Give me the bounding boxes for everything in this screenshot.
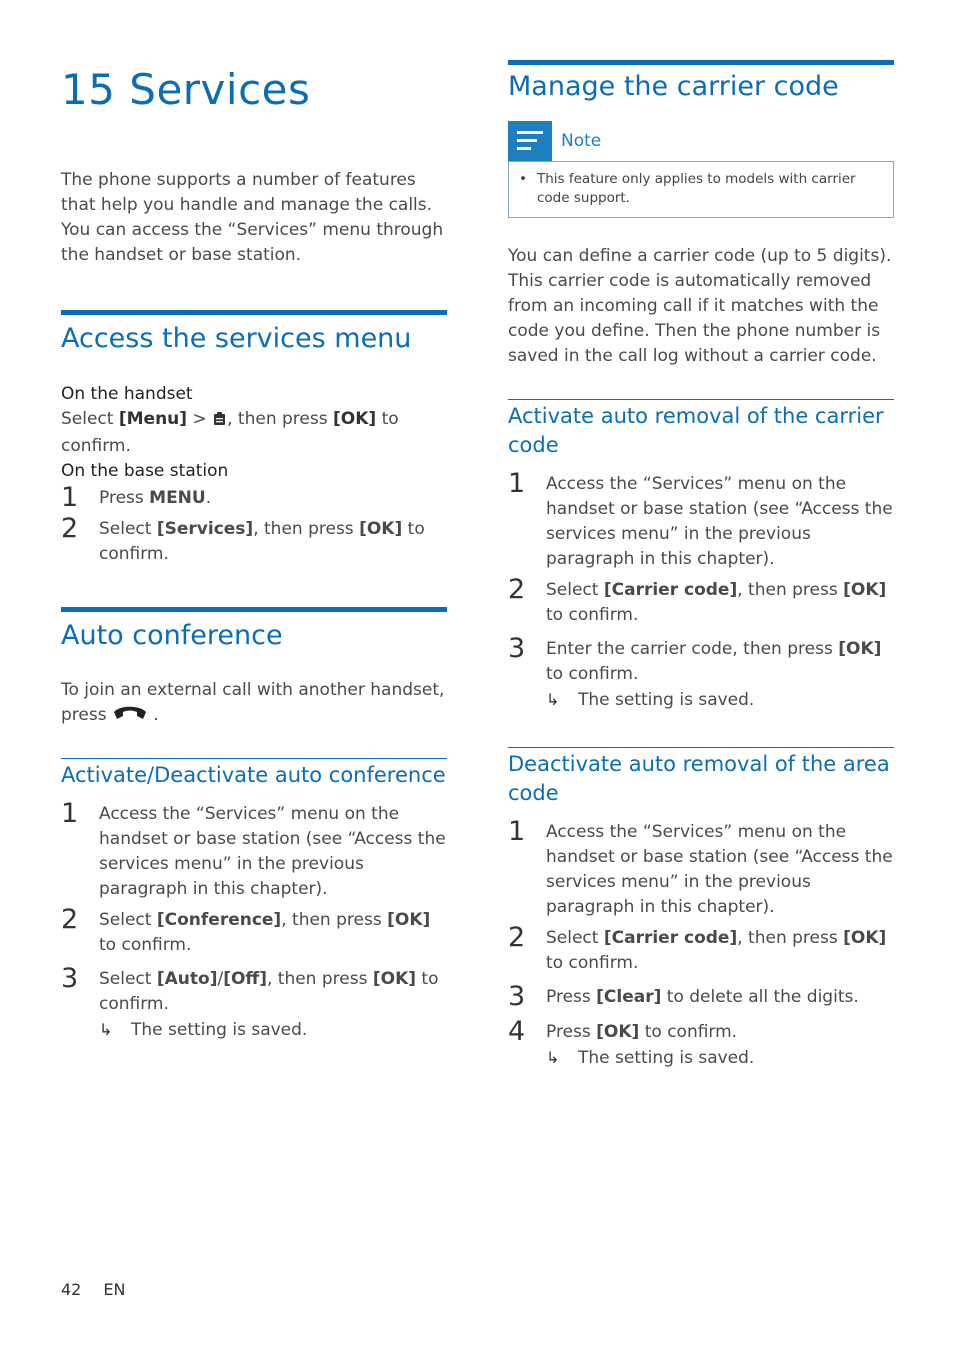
page-footer — [61, 1280, 125, 1299]
step-text: Access the “Services” menu on the handset or base station (see “Access the services menu” in the previous paragraph in this chapter). — [546, 822, 893, 917]
handset-menu-key: [Menu] — [118, 409, 188, 429]
handset-then-text: , then press — [227, 409, 328, 429]
step-number: 3 — [508, 981, 526, 1012]
list-item — [508, 1018, 894, 1071]
access-heading: Access the services menu — [61, 310, 447, 357]
list-item — [508, 576, 894, 628]
base-label: On the base station — [61, 461, 229, 481]
step-text: Select [Carrier code], then press [OK] to confirm. — [546, 928, 887, 973]
right-column — [508, 60, 894, 1071]
auto-conference-heading: Auto conference — [61, 607, 447, 654]
carrier-heading: Manage the carrier code — [508, 60, 894, 105]
handset-gt: > — [187, 409, 213, 429]
step-text: Select [Services], then press [OK] to confirm. — [99, 519, 425, 564]
result-text: The setting is saved. — [578, 1048, 755, 1068]
page-number: 42 — [61, 1280, 82, 1299]
list-item — [508, 983, 894, 1011]
step-text: Access the “Services” menu on the handset or base station (see “Access the services menu” in the previous paragraph in this chapter). — [99, 804, 446, 899]
step-number: 1 — [61, 482, 79, 513]
result-line — [546, 687, 894, 713]
step-number: 1 — [508, 816, 526, 847]
deactivate-carrier-steps — [508, 818, 894, 1071]
result-text: The setting is saved. — [131, 1020, 308, 1040]
page-title: 15 Services — [61, 65, 311, 114]
list-item — [508, 470, 894, 572]
result-line — [99, 1017, 447, 1043]
step-text: Press [Clear] to delete all the digits. — [546, 987, 859, 1007]
step-number: 2 — [508, 574, 526, 605]
step-text: Select [Carrier code], then press [OK] to confirm. — [546, 580, 887, 625]
activate-conference-heading: Activate/Deactivate auto conference — [61, 758, 447, 790]
deactivate-carrier-heading: Deactivate auto removal of the area code — [508, 747, 894, 808]
activate-carrier-heading: Activate auto removal of the carrier code — [508, 399, 894, 460]
step-text: Press [OK] to confirm. ↳ The setting is saved. — [546, 1018, 894, 1071]
list-item — [61, 965, 447, 1043]
handset-select-text: Select — [61, 409, 114, 429]
handset-instruction — [61, 407, 447, 459]
list-item — [508, 818, 894, 920]
handset-ok-key: [OK] — [333, 409, 377, 429]
step-number: 3 — [61, 963, 79, 994]
language-code: EN — [103, 1280, 126, 1299]
note-box — [508, 121, 894, 218]
step-number: 2 — [61, 513, 79, 544]
bullet: • — [519, 171, 527, 187]
list-item — [508, 924, 894, 976]
step-text: Press MENU. — [99, 488, 212, 508]
step-text: Access the “Services” menu on the handset or base station (see “Access the services menu” in the previous paragraph in this chapter). — [546, 474, 893, 569]
carrier-text: You can define a carrier code (up to 5 digits). This carrier code is automatically removed from an incoming call if it matches with the code you define. Then the phone number is saved in the call log without a carrier code. — [508, 246, 892, 366]
note-content — [508, 161, 894, 218]
services-icon — [212, 409, 227, 434]
note-icon — [508, 121, 552, 161]
step-number: 4 — [508, 1016, 526, 1047]
conference-steps — [61, 800, 447, 1043]
handset-label: On the handset — [61, 384, 193, 404]
intro-text: The phone supports a number of features that help you handle and manage the calls. You can access the “Services” menu through the handset or base station. — [61, 170, 444, 265]
result-arrow-icon: ↳ — [546, 690, 560, 709]
step-number: 2 — [508, 922, 526, 953]
step-text: Enter the carrier code, then press [OK] to confirm. ↳ The setting is saved. — [546, 635, 894, 713]
list-item — [61, 906, 447, 958]
phone-call-icon — [112, 705, 148, 730]
result-line — [546, 1045, 894, 1071]
step-number: 3 — [508, 633, 526, 664]
left-column — [61, 62, 447, 1043]
list-item — [61, 515, 447, 567]
auto-conference-text: To join an external call with another handset, press . — [61, 678, 447, 730]
result-arrow-icon: ↳ — [546, 1048, 560, 1067]
list-item — [508, 635, 894, 713]
access-steps — [61, 484, 447, 567]
step-text: Select [Auto]/[Off], then press [OK] to confirm. ↳ The setting is saved. — [99, 965, 447, 1043]
step-number: 1 — [508, 468, 526, 499]
result-text: The setting is saved. — [578, 690, 755, 710]
note-header — [508, 121, 894, 161]
note-text: This feature only applies to models with carrier code support. — [537, 171, 856, 206]
handset-confirm-text: to confirm. — [61, 409, 399, 456]
list-item — [61, 484, 447, 512]
result-arrow-icon: ↳ — [99, 1020, 113, 1039]
activate-carrier-steps — [508, 470, 894, 713]
note-label: Note — [561, 131, 602, 151]
step-number: 1 — [61, 798, 79, 829]
step-text: Select [Conference], then press [OK] to confirm. — [99, 910, 431, 955]
step-number: 2 — [61, 904, 79, 935]
list-item — [61, 800, 447, 902]
